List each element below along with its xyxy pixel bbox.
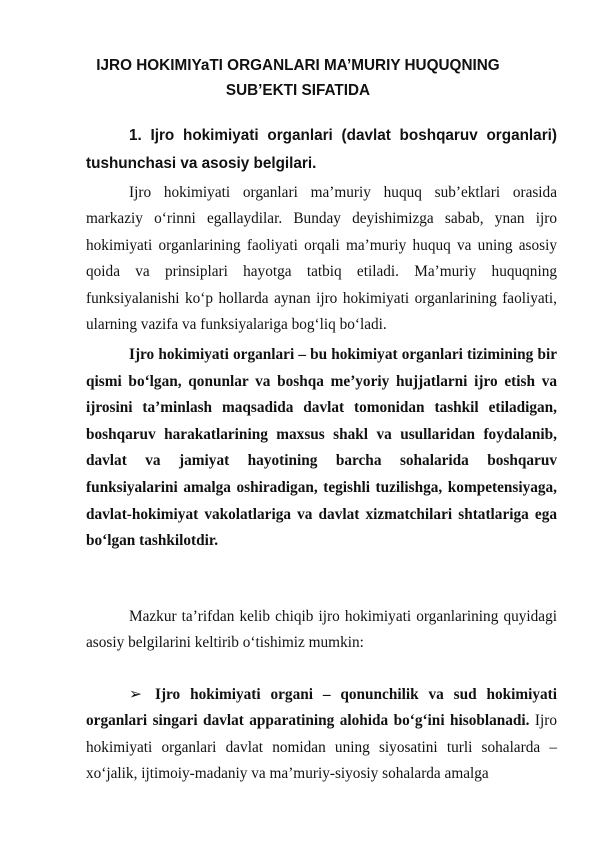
section-heading: 1. Ijro hokimiyati organlari (davlat boshqaruv organlari) tushunchasi va asosiy belgilari. (86, 127, 557, 172)
title-line-2: SUB’EKTI SIFATIDA (225, 82, 371, 99)
bullet-item (86, 682, 557, 788)
title-line-1: IJRO HOKIMIYaTI ORGANLARI MA’MURIY HUQUQNING (96, 57, 500, 74)
bullet-bold-text: Ijro hokimiyati organi – qonunchilik va sud hokimiyati organlari singari davlat apparatining alohida bo‘g‘ini hisoblanadi. (86, 686, 557, 730)
paragraph-3: Mazkur ta’rifdan kelib chiqib ijro hokimiyati organlarining quyidagi asosiy belgilarini keltirib o‘tishimiz mumkin: (86, 608, 557, 651)
arrow-bullet-icon: ➢ (129, 686, 142, 703)
bullet-normal-text: Ijro hokimiyati organlari davlat nomidan uning siyosatini turli sohalarda – xo‘jalik, ijtimoiy-madaniy va ma’muriy-siyosiy sohalarda amalga (86, 712, 558, 783)
document-title (60, 53, 536, 103)
paragraph-2-definition: Ijro hokimiyati organlari – bu hokimiyat organlari tizimining bir qismi bo‘lgan, qonunlar va boshqa me’yoriy hujjatlarni ijro etish va ijrosini ta’minlash maqsadida davlat tomonidan tashkil etiladigan, boshqaruv harakatlarining maxsus shakl va usullaridan foydalanib, davlat va jamiyat hayotining barcha sohalarida boshqaruv funksiyalarini amalga oshiradigan, tegishli tuzilishga, kompetensiyaga, davlat-hokimiyat vakolatlariga va davlat xizmatchilari shtatlariga ega bo‘lgan tashkilotdir. (86, 346, 557, 550)
paragraph-1: Ijro hokimiyati organlari ma’muriy huquq sub’ektlari orasida markaziy o‘rinni egallaydilar. Bunday deyishimizga sabab, ynan ijro hokimiyati organlarining faoliyati orqali ma’muriy huquq va uning asosiy qoida va prinsiplari hayotga tatbiq etiladi. Ma’muriy huquqning funksiyalanishi ko‘p hollarda aynan ijro hokimiyati organlarining faoliyati, ularning vazifa va funksiyalariga bog‘liq bo‘ladi. (86, 184, 557, 334)
